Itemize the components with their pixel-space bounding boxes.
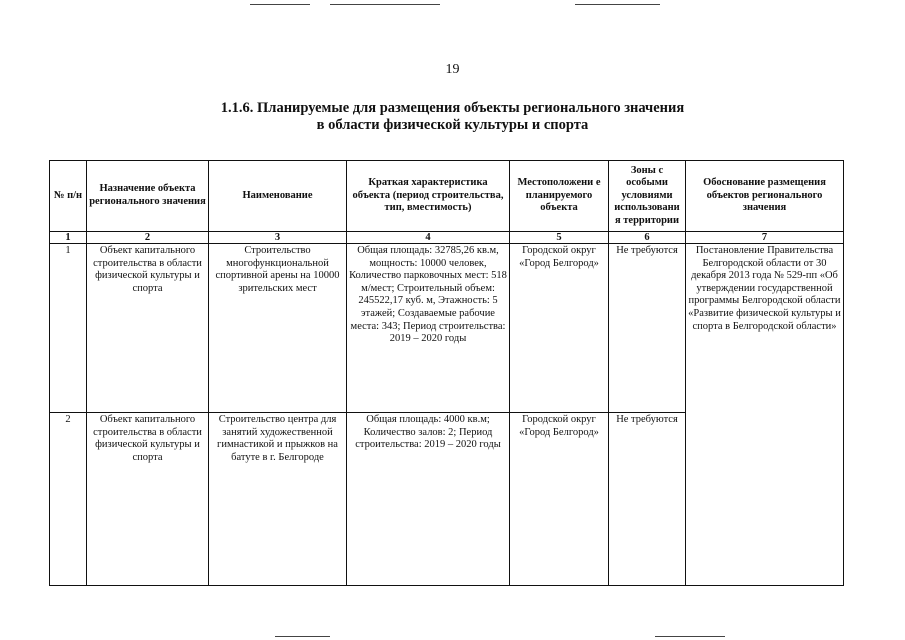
- location-cell: Городской округ «Город Белгород»: [510, 413, 609, 586]
- zones-cell: Не требуются: [609, 244, 686, 413]
- zones-cell: Не требуются: [609, 413, 686, 586]
- column-number-cell: 4: [347, 232, 510, 244]
- table-header-row: [50, 161, 844, 232]
- column-number-cell: 3: [209, 232, 347, 244]
- header-cell-justification: Обоснование размещения объектов регионального значения: [686, 161, 844, 232]
- column-number-cell: 5: [510, 232, 609, 244]
- purpose-cell: Объект капитального строительства в области физической культуры и спорта: [87, 413, 209, 586]
- name-cell: Строительство многофункциональной спортивной арены на 10000 зрительских мест: [209, 244, 347, 413]
- justification-cell: Постановление Правительства Белгородской области от 30 декабря 2013 года № 529-пп «Об утверждении государственной программы Белгородской области «Развитие физической культуры и спорта в Белгородской области»: [686, 244, 844, 586]
- location-cell: Городской округ «Город Белгород»: [510, 244, 609, 413]
- scan-artifact-line: [330, 4, 440, 5]
- section-title: [0, 100, 905, 134]
- header-cell-number: № п/н: [50, 161, 87, 232]
- section-title-line-2: в области физической культуры и спорта: [316, 117, 589, 133]
- header-cell-characteristics: Краткая характеристика объекта (период строительства, тип, вместимость): [347, 161, 510, 232]
- scan-artifact-line: [275, 636, 330, 637]
- characteristics-cell: Общая площадь: 4000 кв.м; Количество залов: 2; Период строительства: 2019 – 2020 годы: [347, 413, 510, 586]
- column-number-cell: 2: [87, 232, 209, 244]
- header-cell-name: Наименование: [209, 161, 347, 232]
- purpose-cell: Объект капитального строительства в области физической культуры и спорта: [87, 244, 209, 413]
- row-number-cell: 2: [50, 413, 87, 586]
- table-row: [50, 244, 844, 413]
- scan-artifact-line: [250, 4, 310, 5]
- scan-artifact-line: [655, 636, 725, 637]
- name-cell: Строительство центра для занятий художественной гимнастикой и прыжков на батуте в г. Белгороде: [209, 413, 347, 586]
- scan-artifact-line: [575, 4, 660, 5]
- column-number-cell: 7: [686, 232, 844, 244]
- header-cell-location: Местоположени е планируемого объекта: [510, 161, 609, 232]
- objects-table: [49, 160, 844, 586]
- header-cell-zones: Зоны с особыми условиями использовани я территории: [609, 161, 686, 232]
- column-number-row: [50, 232, 844, 244]
- section-title-line-1: 1.1.6. Планируемые для размещения объекты регионального значения: [220, 100, 685, 116]
- column-number-cell: 1: [50, 232, 87, 244]
- column-number-cell: 6: [609, 232, 686, 244]
- page-number: 19: [445, 62, 460, 77]
- characteristics-cell: Общая площадь: 32785,26 кв.м, мощность: 10000 человек, Количество парковочных мест: 518 м/мест; Строительный объем: 245522,17 куб. м, Этажность: 5 этажей; Создаваемые рабочие места: 343; Период строительства: 2019 – 2020 годы: [347, 244, 510, 413]
- row-number-cell: 1: [50, 244, 87, 413]
- header-cell-purpose: Назначение объекта регионального значения: [87, 161, 209, 232]
